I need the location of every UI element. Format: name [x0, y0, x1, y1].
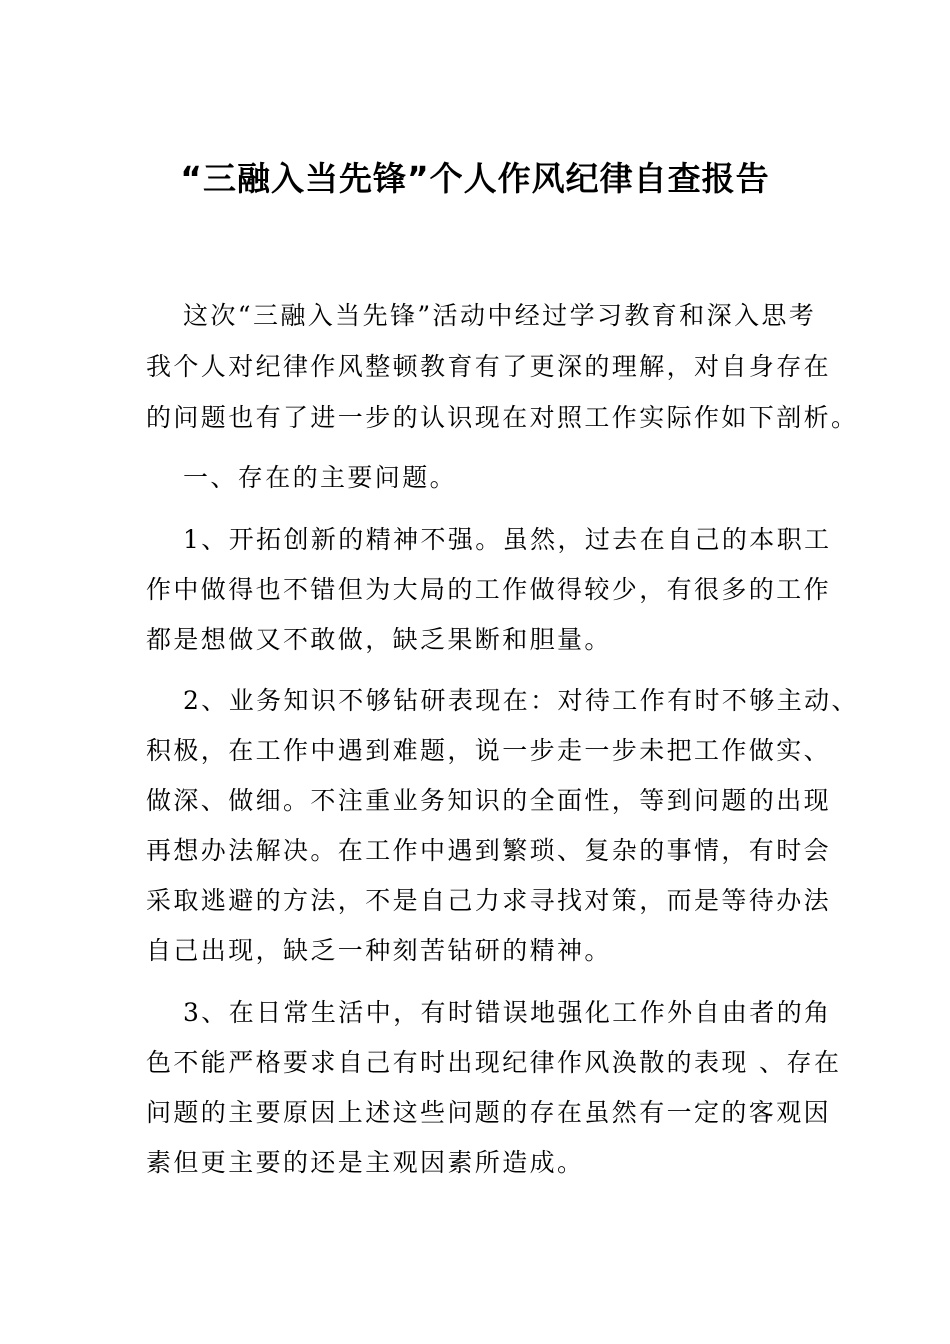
- paragraph-1-line-1: 这次“三融入当先锋”活动中经过学习教育和深入思考: [183, 301, 817, 330]
- item-1-line-1: 1、开拓创新的精神不强。虽然，过去在自己的本职工: [183, 525, 832, 554]
- item-3-line-1: 3、在日常生活中，有时错误地强化工作外自由者的角: [183, 998, 832, 1027]
- paragraph-1-line-2: 我个人对纪律作风整顿教育有了更深的理解，对自身存在: [146, 352, 832, 381]
- paragraph-1-line-3: 的问题也有了进一步的认识现在对照工作实际作如下剖析。: [146, 403, 859, 432]
- document-title: “三融入当先锋”个人作风纪律自查报告: [180, 159, 770, 198]
- item-3-line-4: 素但更主要的还是主观因素所造成。: [146, 1148, 585, 1177]
- item-2-line-2: 积极，在工作中遇到难题，说一步走一步未把工作做实、: [146, 736, 832, 765]
- section-heading-problems: 一、存在的主要问题。: [183, 463, 458, 492]
- item-3-line-3: 问题的主要原因上述这些问题的存在虽然有一定的客观因: [146, 1098, 832, 1127]
- item-2-line-3: 做深、做细。不注重业务知识的全面性，等到问题的出现: [146, 786, 832, 815]
- item-2-line-1: 2、业务知识不够钻研表现在：对待工作有时不够主动、: [183, 686, 859, 715]
- item-2-line-4: 再想办法解决。在工作中遇到繁琐、复杂的事情，有时会: [146, 836, 832, 865]
- item-2-line-6: 自己出现，缺乏一种刻苦钻研的精神。: [146, 936, 612, 965]
- item-1-line-3: 都是想做又不敢做，缺乏果断和胆量。: [146, 625, 612, 654]
- item-1-line-2: 作中做得也不错但为大局的工作做得较少，有很多的工作: [146, 575, 832, 604]
- item-3-line-2: 色不能严格要求自己有时出现纪律作风涣散的表现 、存在: [146, 1048, 842, 1077]
- item-2-line-5: 采取逃避的方法，不是自己力求寻找对策，而是等待办法: [146, 886, 832, 915]
